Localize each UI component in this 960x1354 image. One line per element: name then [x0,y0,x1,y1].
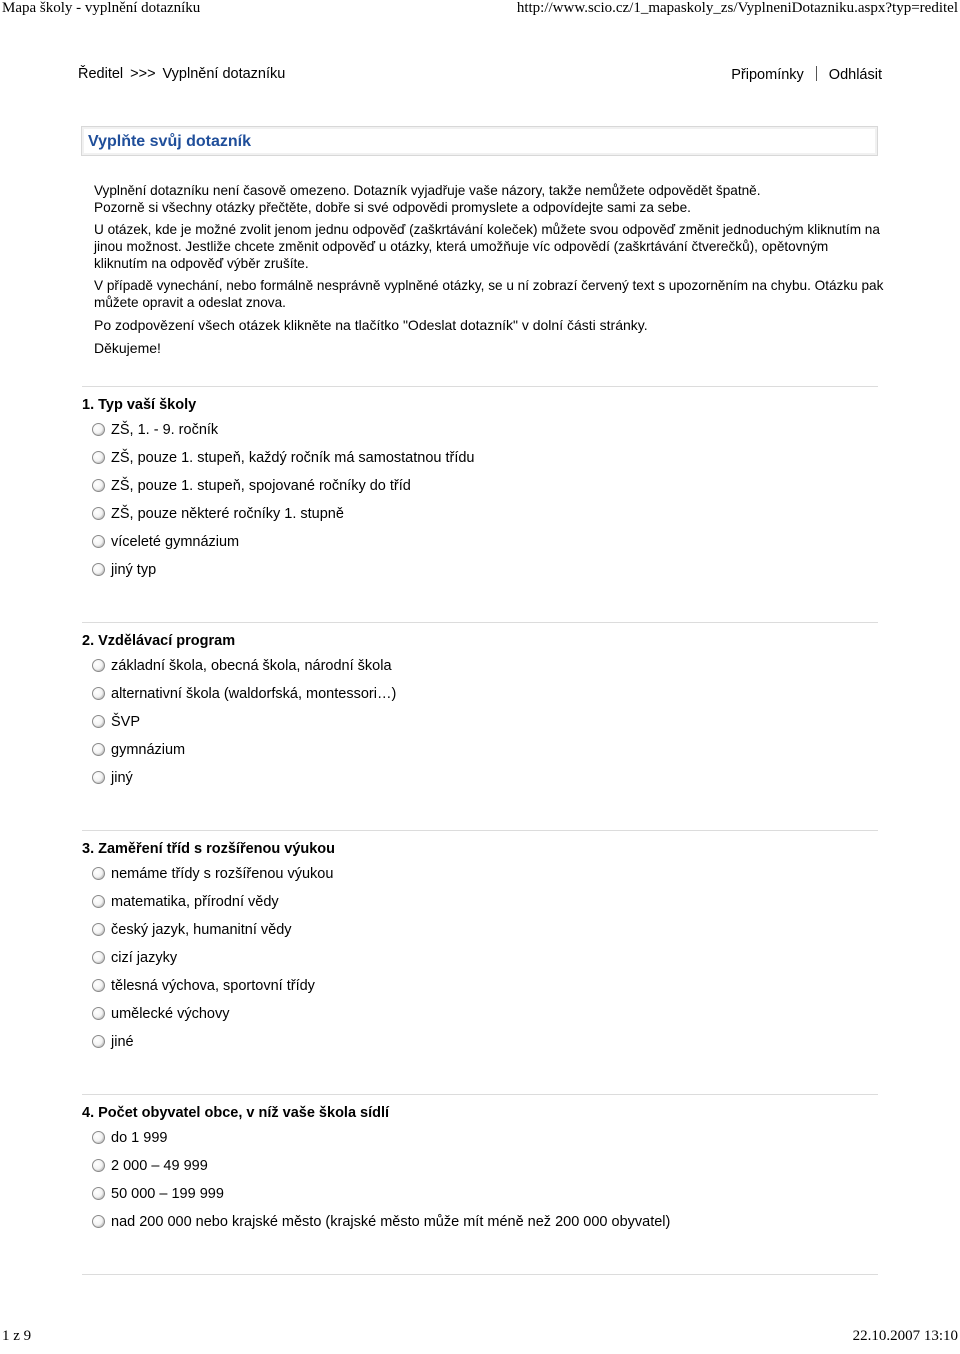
radio-button[interactable] [92,743,105,756]
section-divider [82,622,878,623]
page-title: Vyplňte svůj dotazník [88,133,251,150]
print-footer [0,1328,960,1348]
page-title-box [81,126,878,156]
radio-button[interactable] [92,1187,105,1200]
radio-button[interactable] [92,1159,105,1172]
answer-label: matematika, přírodní vědy [111,894,279,910]
answer-option[interactable] [82,1005,872,1033]
breadcrumb-current-page: Vyplnění dotazníku [162,66,286,82]
print-header-title: Mapa školy - vyplnění dotazníku [2,0,201,16]
answer-label: ZŠ, 1. - 9. ročník [111,422,219,438]
answer-label: 2 000 – 49 999 [111,1158,208,1174]
answer-option[interactable] [82,449,872,477]
comments-link[interactable]: Připomínky [731,67,804,83]
radio-button[interactable] [92,1007,105,1020]
answer-label: umělecké výchovy [111,1006,230,1022]
answer-label: jiné [111,1034,134,1050]
link-divider [816,66,817,81]
radio-button[interactable] [92,715,105,728]
question-title: 4. Počet obyvatel obce, v níž vaše škola sídlí [82,1105,390,1121]
instructions [94,182,884,362]
radio-button[interactable] [92,535,105,548]
answer-option[interactable] [82,1033,872,1061]
answer-label: jiný typ [111,562,157,578]
instructions-paragraph: Pozorně si všechny otázky přečtěte, dobře si své odpovědi promyslete a odpovídejte sami za sebe. [94,200,691,215]
section-divider [82,830,878,831]
radio-button[interactable] [92,507,105,520]
radio-button[interactable] [92,1035,105,1048]
question-title: 2. Vzdělávací program [82,633,236,649]
answer-option[interactable] [82,561,872,589]
radio-button[interactable] [92,423,105,436]
answer-label: gymnázium [111,742,186,758]
answer-label: ZŠ, pouze 1. stupeň, každý ročník má samostatnou třídu [111,450,475,466]
page-counter: 1 z 9 [2,1328,32,1344]
breadcrumb-role[interactable]: Ředitel [78,66,124,82]
answer-option[interactable] [82,685,872,713]
logout-link[interactable]: Odhlásit [828,67,882,83]
answer-option[interactable] [82,769,872,797]
radio-button[interactable] [92,451,105,464]
print-datetime: 22.10.2007 13:10 [852,1328,958,1344]
thanks-text: Děkujeme! [94,340,161,356]
question-school-type [82,395,872,589]
radio-button[interactable] [92,1215,105,1228]
radio-button[interactable] [92,771,105,784]
instructions-paragraph: V případě vynechání, nebo formálně nesprávně vyplněné otázky, se u ní zobrazí červený text s upozorněním na chybu. Otázku pak můžete opravit a odeslat znova. [94,278,884,310]
account-links [731,66,882,83]
answer-label: do 1 999 [111,1130,168,1146]
top-navigation [78,66,882,86]
answer-option[interactable] [82,505,872,533]
answer-option[interactable] [82,713,872,741]
answer-label: tělesná výchova, sportovní třídy [111,978,315,994]
breadcrumb-separator: >>> [130,66,156,82]
radio-button[interactable] [92,659,105,672]
question-education-program [82,631,872,797]
answer-label: nemáme třídy s rozšířenou výukou [111,866,334,882]
radio-button[interactable] [92,1131,105,1144]
answer-label: nad 200 000 nebo krajské město (krajské město může mít méně než 200 000 obyvatel) [111,1214,671,1230]
breadcrumb [78,66,285,82]
print-header-url: http://www.scio.cz/1_mapaskoly_zs/VyplneniDotazniku.aspx?typ=reditel [516,0,958,16]
radio-button[interactable] [92,867,105,880]
radio-button[interactable] [92,687,105,700]
question-title: 3. Zaměření tříd s rozšířenou výukou [82,841,336,857]
answer-option[interactable] [82,865,872,893]
answer-label: základní škola, obecná škola, národní škola [111,658,392,674]
question-population [82,1103,872,1241]
answer-label: ZŠ, pouze některé ročníky 1. stupně [111,506,344,522]
answer-label: alternativní škola (waldorfská, montessori…) [111,686,397,702]
answer-option[interactable] [82,1157,872,1185]
answer-option[interactable] [82,893,872,921]
answer-option[interactable] [82,421,872,449]
radio-button[interactable] [92,895,105,908]
radio-button[interactable] [92,563,105,576]
answer-option[interactable] [82,1185,872,1213]
question-title: 1. Typ vaší školy [82,397,197,413]
answer-label: český jazyk, humanitní vědy [111,922,292,938]
section-divider [82,1274,878,1275]
radio-button[interactable] [92,923,105,936]
answer-option[interactable] [82,741,872,769]
section-divider [82,1094,878,1095]
radio-button[interactable] [92,479,105,492]
answer-option[interactable] [82,977,872,1005]
answer-option[interactable] [82,1129,872,1157]
answer-label: ZŠ, pouze 1. stupeň, spojované ročníky do tříd [111,478,411,494]
answer-label: ŠVP [111,714,141,730]
answer-option[interactable] [82,949,872,977]
answer-label: cizí jazyky [111,950,178,966]
print-header [0,0,960,20]
answer-option[interactable] [82,657,872,685]
answer-label: jiný [111,770,133,786]
instructions-paragraph: Vyplnění dotazníku není časově omezeno. Dotazník vyjadřuje vaše názory, takže nemůžete odpovědět špatně. [94,183,761,198]
radio-button[interactable] [92,951,105,964]
question-extended-classes [82,839,872,1061]
answer-option[interactable] [82,1213,872,1241]
section-divider [82,386,878,387]
answer-option[interactable] [82,921,872,949]
answer-label: 50 000 – 199 999 [111,1186,224,1202]
answer-option[interactable] [82,477,872,505]
instructions-paragraph: U otázek, kde je možné zvolit jenom jednu odpověď (zaškrtávání koleček) můžete svou odpověď změnit jednoduchým kliknutím na jinou možnost. Jestliže chcete změnit odpověď u otázky, která umožňuje víc odpovědí (zaškrtávání čtverečků), opětovným kliknutím na odpověď výběr zrušíte. [94,222,880,271]
radio-button[interactable] [92,979,105,992]
instructions-paragraph: Po zodpovězení všech otázek klikněte na tlačítko "Odeslat dotazník" v dolní části stránky. [94,317,648,333]
answer-label: víceleté gymnázium [111,534,240,550]
answer-option[interactable] [82,533,872,561]
